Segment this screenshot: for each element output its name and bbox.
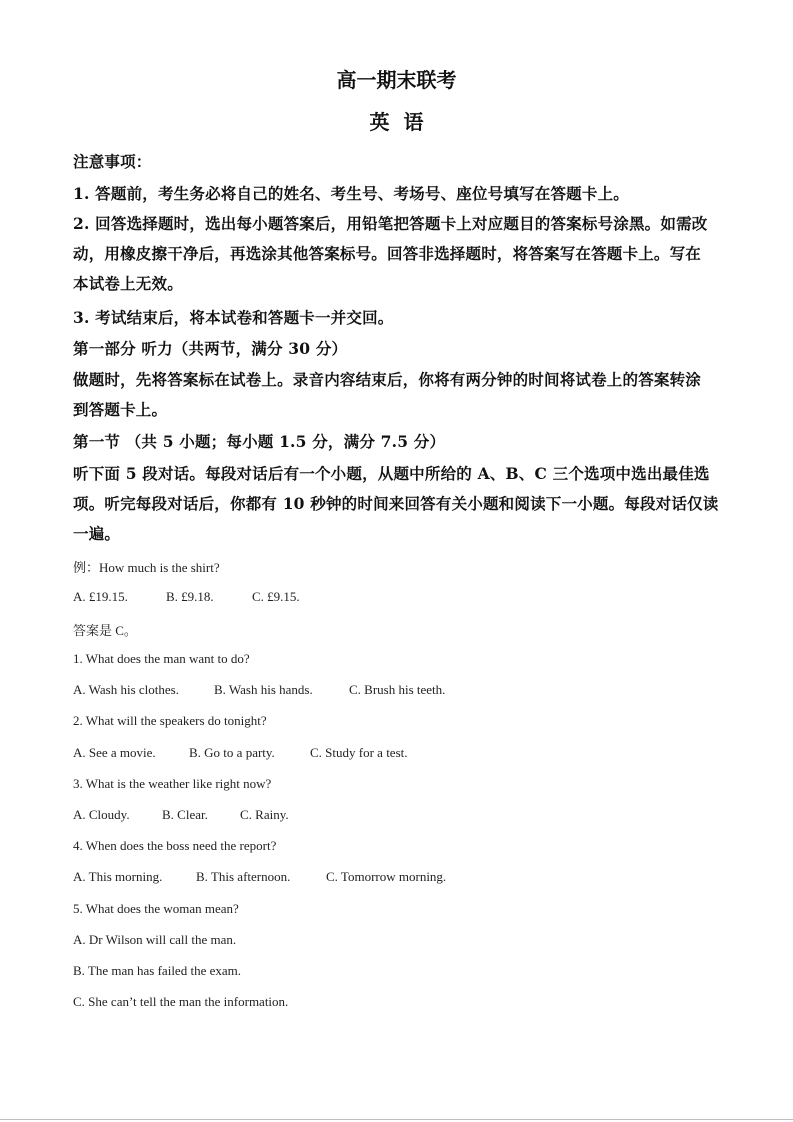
question-3-option-b: B. Clear. — [162, 807, 208, 822]
section1-instruction-line-2: 项。听完每段对话后，你都有 10 秒钟的时间来回答有关小题和阅读下一小题。每段对话仅读 — [73, 494, 719, 513]
example-option-c: C. £9.15. — [252, 589, 300, 604]
question-5: 5. What does the woman mean? — [73, 901, 239, 916]
question-3-option-a: A. Cloudy. — [73, 807, 130, 822]
note-item-2-line-3: 本试卷上无效。 — [73, 274, 183, 293]
question-1-option-c: C. Brush his teeth. — [349, 682, 446, 697]
question-5-option-a: A. Dr Wilson will call the man. — [73, 932, 237, 947]
question-2: 2. What will the speakers do tonight? — [73, 713, 267, 728]
question-4-option-c: C. Tomorrow morning. — [326, 869, 447, 884]
page-bottom-rule — [0, 1119, 793, 1120]
question-5-option-b: B. The man has failed the exam. — [73, 963, 241, 978]
part1-heading: 第一部分 听力（共两节，满分 30 分） — [73, 339, 348, 358]
question-1: 1. What does the man want to do? — [73, 651, 250, 666]
section1-heading: 第一节 （共 5 小题；每小题 1.5 分，满分 7.5 分） — [73, 432, 446, 451]
part1-instruction-line-2: 到答题卡上。 — [73, 400, 168, 419]
example-question: 例：How much is the shirt? — [73, 560, 220, 575]
exam-title: 高一期末联考 — [336, 68, 457, 92]
question-4-option-b: B. This afternoon. — [196, 869, 291, 884]
example-answer: 答案是 C。 — [73, 623, 137, 638]
notes-heading: 注意事项： — [73, 152, 152, 171]
question-2-option-b: B. Go to a party. — [189, 745, 275, 760]
question-4-options — [73, 869, 446, 885]
question-1-options — [73, 682, 445, 698]
question-4-option-a: A. This morning. — [73, 869, 163, 884]
section1-instruction-line-1: 听下面 5 段对话。每段对话后有一个小题，从题中所给的 A、B、C 三个选项中选出最佳选 — [73, 464, 710, 483]
section1-instruction-line-3: 一遍。 — [73, 524, 121, 543]
subject-title: 英语 — [369, 110, 438, 134]
example-options — [73, 589, 300, 605]
note-item-3: 3. 考试结束后，将本试卷和答题卡一并交回。 — [73, 308, 394, 327]
question-2-option-c: C. Study for a test. — [310, 745, 408, 760]
note-item-2-line-1: 2. 回答选择题时，选出每小题答案后，用铅笔把答题卡上对应题目的答案标号涂黑。如需改 — [73, 214, 708, 233]
note-item-1: 1. 答题前，考生务必将自己的姓名、考生号、考场号、座位号填写在答题卡上。 — [73, 184, 629, 203]
question-1-option-b: B. Wash his hands. — [214, 682, 313, 697]
question-4: 4. When does the boss need the report? — [73, 838, 277, 853]
note-item-2-line-2: 动，用橡皮擦干净后，再选涂其他答案标号。回答非选择题时，将答案写在答题卡上。写在 — [73, 244, 702, 263]
question-2-option-a: A. See a movie. — [73, 745, 156, 760]
question-1-option-a: A. Wash his clothes. — [73, 682, 179, 697]
question-3-option-c: C. Rainy. — [240, 807, 289, 822]
question-3: 3. What is the weather like right now? — [73, 776, 272, 791]
part1-instruction-line-1: 做题时，先将答案标在试卷上。录音内容结束后，你将有两分钟的时间将试卷上的答案转涂 — [73, 370, 702, 389]
question-5-option-c: C. She can’t tell the man the information. — [73, 994, 289, 1009]
question-3-options — [73, 807, 289, 823]
question-2-options — [73, 745, 408, 761]
example-option-a: A. £19.15. — [73, 589, 128, 604]
example-option-b: B. £9.18. — [166, 589, 214, 604]
